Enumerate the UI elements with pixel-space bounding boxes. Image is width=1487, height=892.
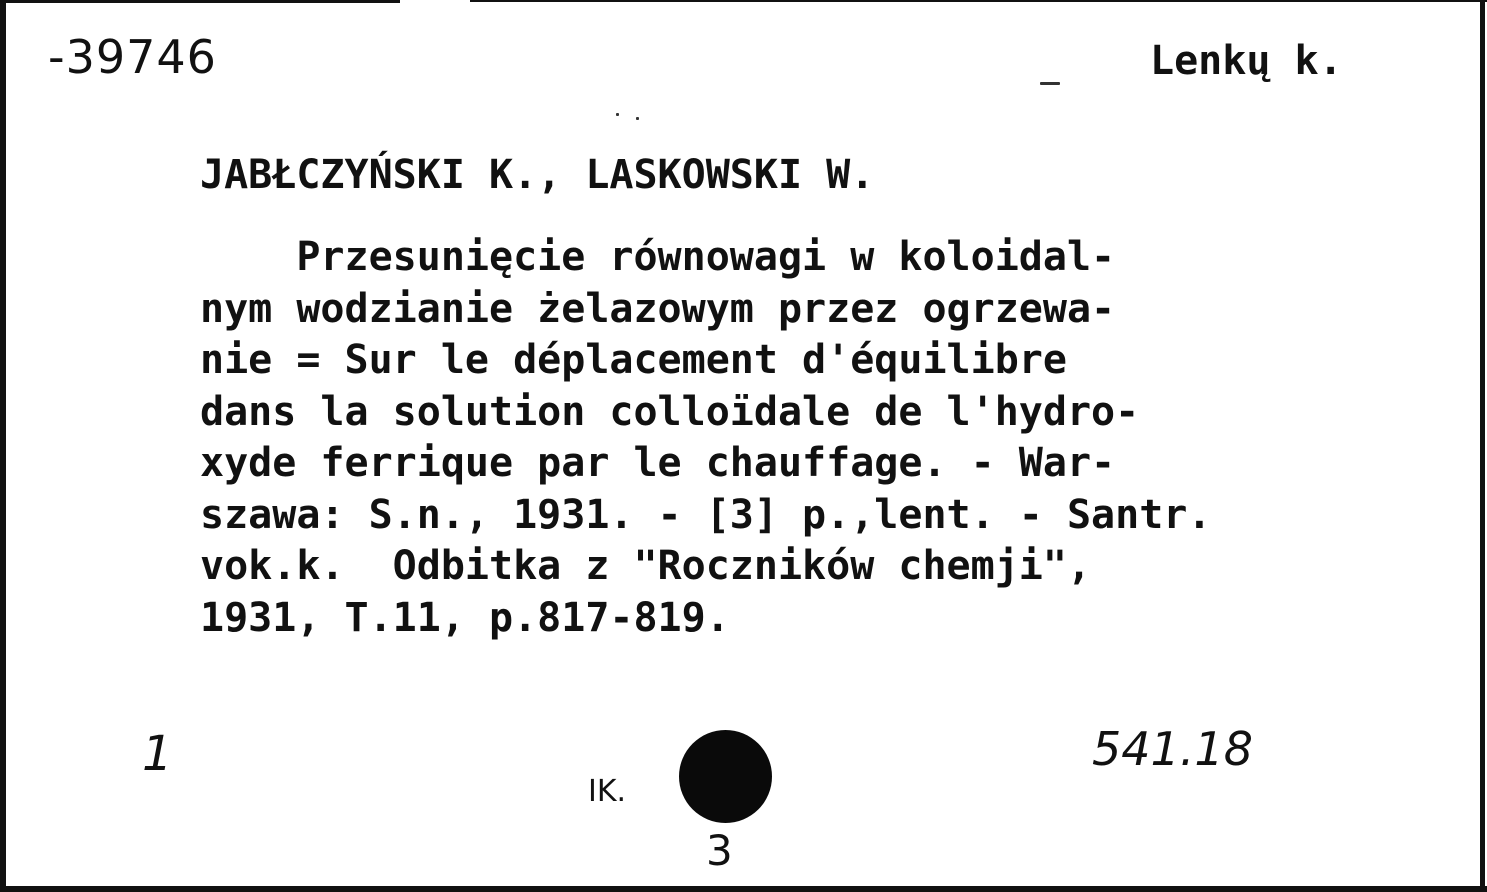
punched-dot [679, 730, 772, 823]
ink-speck [1040, 82, 1060, 85]
description-line: xyde ferrique par le chauffage. - War- [200, 440, 1116, 486]
card-edge-top-right [470, 0, 1487, 2]
description-line: nie = Sur le déplacement d'équilibre [200, 337, 1067, 383]
description-line: Przesunięcie równowagi w koloidal- [200, 234, 1116, 280]
accession-number: -39746 [48, 30, 217, 84]
ink-speck [616, 113, 619, 116]
description-line: 1931, T.11, p.817-819. [200, 594, 730, 641]
collection-label: Lenkų k. [1150, 38, 1343, 84]
card-description [200, 232, 1440, 644]
classification-number: 541.18 [1092, 722, 1253, 776]
description-line: szawa: S.n., 1931. - [3] p.,lent. - Santr. [200, 491, 1212, 538]
card-edge-right [1480, 0, 1485, 892]
description-line: dans la solution colloïdale de l'hydro- [200, 388, 1140, 435]
description-line: vok.k. Odbitka z "Roczników chemji", [200, 543, 1092, 589]
card-edge-top [0, 0, 400, 3]
card-edge-bottom [0, 886, 1487, 892]
handwritten-number: 3 [706, 826, 733, 875]
card-authors: JABŁCZYŃSKI K., LASKOWSKI W. [200, 152, 875, 198]
handwritten-ik-mark: IK. [588, 774, 627, 809]
handwritten-mark-left: 1 [142, 726, 173, 782]
description-line: nym wodzianie żelazowym przez ogrzewa- [200, 285, 1116, 332]
ink-speck [636, 117, 639, 120]
card-edge-left [0, 0, 6, 892]
